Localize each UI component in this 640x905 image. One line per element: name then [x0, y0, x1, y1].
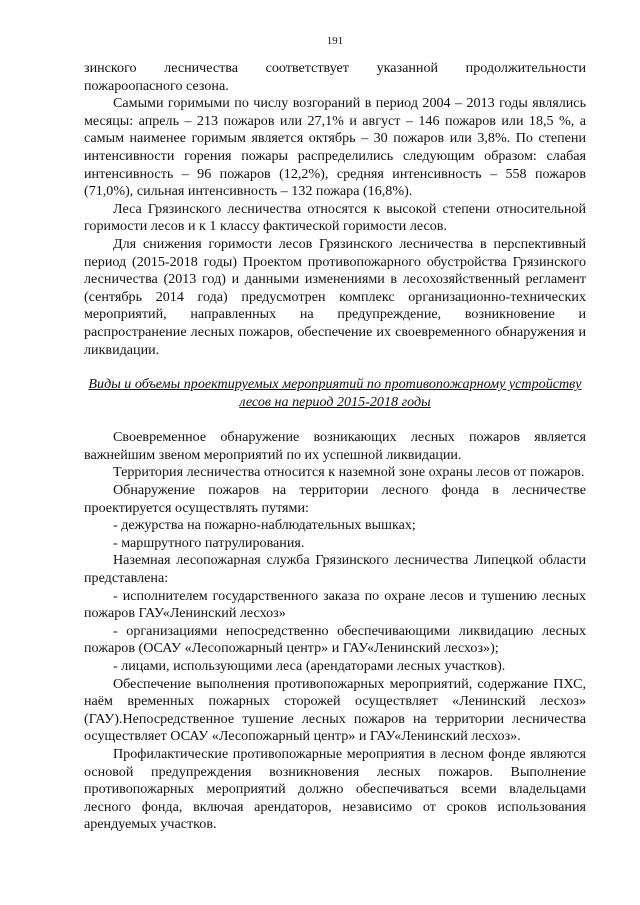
paragraph-reduction-measures: Для снижения горимости лесов Грязинского лесничества в перспективный период (2015-2018 годы) Проектом противопожарного обустройства Грязинского лесничества (2013 год) и данными изменениями в лесохозяйственный регламент (сентябрь 2014 года) предусмотрен комплекс организационно-технических мероприятий, направленных на предупреждение, возникновение и распространение лесных пожаров, обеспечение их своевременного обнаружения и ликвидации. [84, 235, 586, 358]
list-item: - лицами, использующими леса (арендаторами лесных участков). [113, 658, 506, 674]
paragraph-continuation: зинского лесничества соответствует указанной продолжительности пожароопасного сезона. [84, 60, 586, 94]
paragraph-provision: Обеспечение выполнения противопожарных мероприятий, содержание ПХС, наём временных пожарных сторожей осуществляет «Ленинский лесхоз» (ГАУ).Непосредственное тушение лесных пожаров на территории лесничества осуществляет ОСАУ «Лесопожарный центр» и ГАУ«Ленинский лесхоз». [84, 675, 586, 745]
list-item: - исполнителем государственного заказа по охране лесов и тушению лесных пожаров ГАУ«Ленинский лесхоз» [84, 587, 586, 622]
list-item: - маршрутного патрулирования. [113, 534, 305, 551]
paragraph-detection-methods: Обнаружение пожаров на территории лесного фонда в лесничестве проектируется осуществлять путями: [84, 482, 586, 516]
list-item: - дежурства на пожарно-наблюдательных вышках; [113, 517, 416, 534]
paragraph-preventive-measures: Профилактические противопожарные мероприятия в лесном фонде являются основой предупреждения возникновения лесных пожаров. Выполнение противопожарных мероприятий должно обеспечиваться всеми владельцами лесного фонда, включая арендаторов, независимо от сроков использования арендуемых участков. [84, 745, 586, 833]
paragraph-fire-months: Самыми горимыми по числу возгораний в период 2004 – 2013 годы являлись месяцы: апрель – 213 пожаров или 27,1% и август – 146 пожаров или 18,5 %, а самым наименее горимым является октябрь – 30 пожаров или 3,8%. По степени интенсивности горения пожары распределились следующим образом: слабая интенсивность – 96 пожаров (12,2%), средняя интенсивность – 558 пожаров (71,0%), сильная интенсивность – 132 пожара (16,8%). [84, 95, 586, 200]
paragraph-fire-class: Леса Грязинского лесничества относятся к высокой степени относительной горимости лесов и к 1 классу фактической горимости лесов. [84, 200, 586, 235]
paragraph-fire-service: Наземная лесопожарная служба Грязинского лесничества Липецкой области представлена: [84, 552, 586, 587]
list-item: - организациями непосредственно обеспечивающими ликвидацию лесных пожаров (ОСАУ «Лесопожарный центр» и ГАУ«Ленинский лесхоз»); [84, 622, 586, 657]
section-heading: Виды и объемы проектируемых мероприятий по противопожарному устройству лесов на период 2015-2018 годы [88, 376, 582, 410]
paragraph-detection-importance: Своевременное обнаружение возникающих лесных пожаров является важнейшим звеном мероприятий по их успешной ликвидации. [84, 429, 586, 463]
page-number: 191 [326, 35, 344, 47]
paragraph-territory-zone: Территория лесничества относится к наземной зоне охраны лесов от пожаров. [113, 464, 585, 481]
